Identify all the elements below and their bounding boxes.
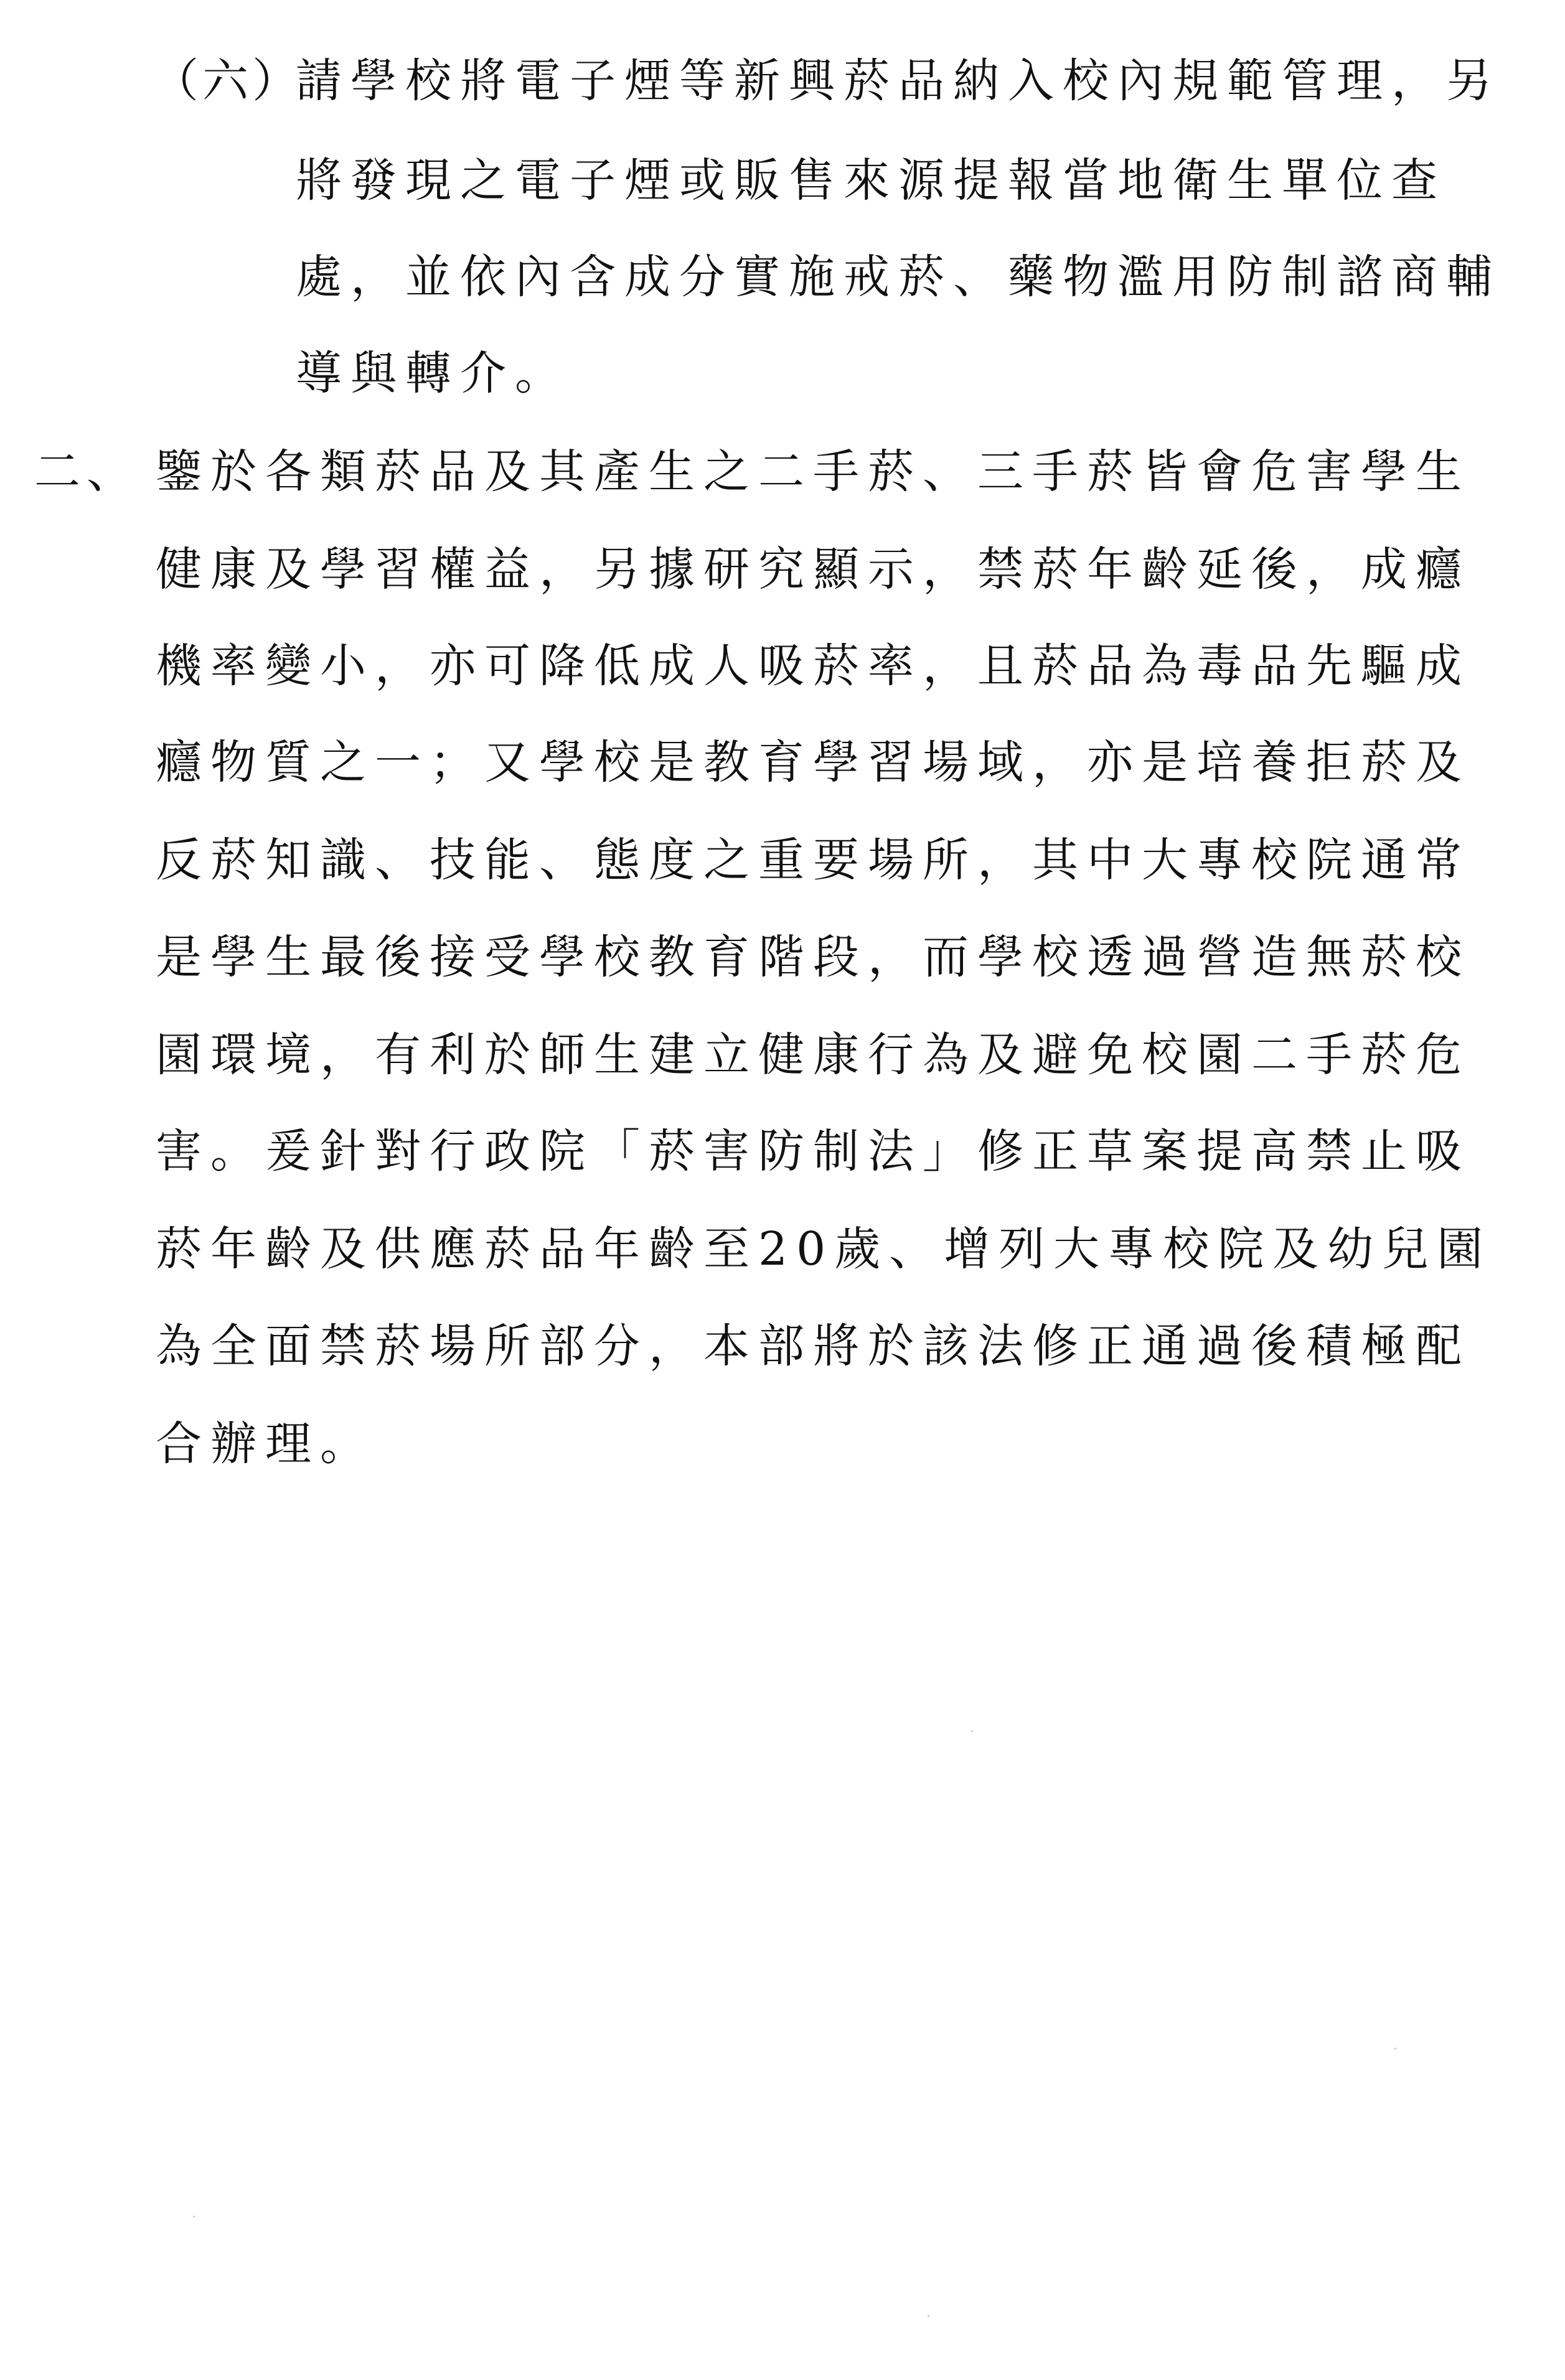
item-two-line-2 xyxy=(0,526,1565,613)
scan-speck xyxy=(1394,2048,1396,2050)
section-six-line-2 xyxy=(0,137,1565,224)
section-six-text: 處，並依內含成分實施戒菸、藥物濫用防制諮商輔 xyxy=(296,250,1501,304)
item-two-text: 鑒於各類菸品及其產生之二手菸、三手菸皆會危害學生 xyxy=(156,445,1470,499)
item-two-line-4 xyxy=(0,719,1565,806)
item-two-text: 是學生最後接受學校教育階段，而學校透過營造無菸校 xyxy=(156,930,1470,984)
item-two-line-10 xyxy=(0,1303,1565,1390)
item-two-text: 為全面禁菸場所部分，本部將於該法修正通過後積極配 xyxy=(156,1319,1470,1373)
section-six-line-3 xyxy=(0,233,1565,321)
item-two-line-5 xyxy=(0,817,1565,904)
section-six-line-4 xyxy=(0,330,1565,417)
section-six-line-1 xyxy=(0,37,1565,124)
item-two-line-8 xyxy=(0,1108,1565,1195)
item-two-line-3 xyxy=(0,622,1565,710)
item-two-text: 癮物質之一；又學校是教育學習場域，亦是培養拒菸及 xyxy=(156,736,1470,789)
item-two-text: 反菸知識、技能、態度之重要場所，其中大專校院通常 xyxy=(156,833,1470,887)
section-six-text: 導與轉介。 xyxy=(296,347,570,400)
section-six-text: 將發現之電子煙或販售來源提報當地衛生單位查 xyxy=(296,154,1446,207)
item-two-text: 害。爰針對行政院「菸害防制法」修正草案提高禁止吸 xyxy=(156,1125,1470,1178)
section-six-text: 請學校將電子煙等新興菸品納入校內規範管理，另 xyxy=(296,54,1501,108)
item-two-text: 合辦理。 xyxy=(156,1417,375,1471)
item-two-line-9 xyxy=(0,1206,1565,1293)
scan-speck xyxy=(971,1730,973,1732)
item-two-text: 健康及學習權益，另據研究顯示，禁菸年齡延後，成癮 xyxy=(156,543,1470,596)
item-two-text: 菸年齡及供應菸品年齡至20歲、增列大專校院及幼兒園 xyxy=(156,1222,1492,1276)
scan-speck xyxy=(193,2216,195,2218)
section-six-marker: （六） xyxy=(153,54,302,108)
item-two-text: 機率變小，亦可降低成人吸菸率，且菸品為毒品先驅成 xyxy=(156,639,1470,693)
item-two-text: 園環境，有利於師生建立健康行為及避免校園二手菸危 xyxy=(156,1028,1470,1082)
item-two-line-11 xyxy=(0,1400,1565,1488)
item-two-marker: 二、 xyxy=(34,445,139,499)
item-two-line-7 xyxy=(0,1011,1565,1099)
scan-speck xyxy=(928,2315,929,2317)
item-two-line-1 xyxy=(0,428,1565,515)
item-two-line-6 xyxy=(0,914,1565,1001)
